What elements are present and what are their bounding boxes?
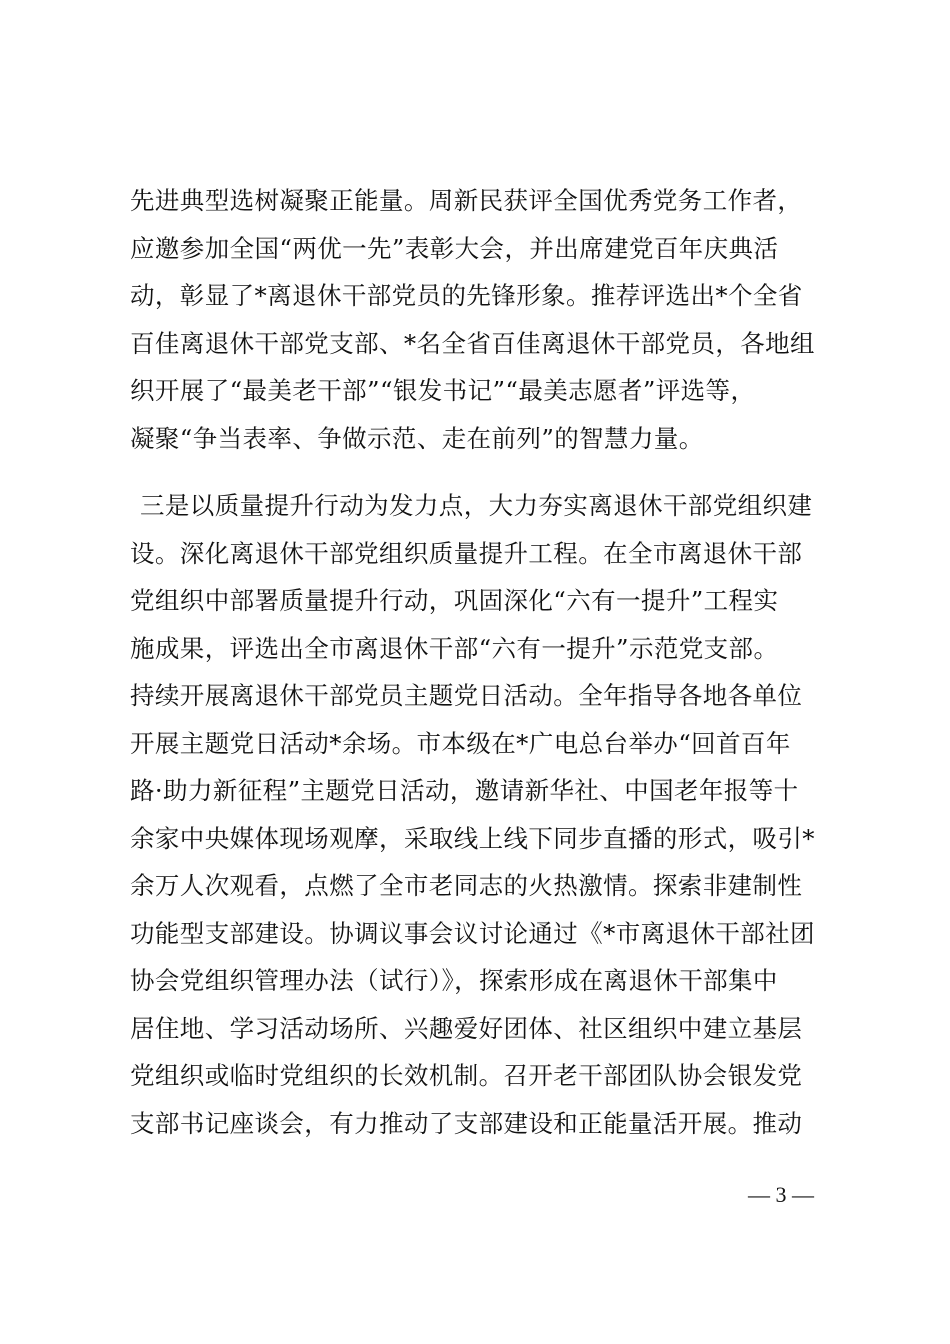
text-line: 设。深化离退休干部党组织质量提升工程。在全市离退休干部	[130, 538, 803, 568]
text-line: 三是以质量提升行动为发力点，大力夯实离退休干部党组织建	[140, 491, 813, 520]
text-line: 织开展了“最美老干部”“银发书记”“最美志愿者”评选等，	[130, 376, 756, 405]
text-line: 先进典型选树凝聚正能量。周新民获评全国优秀党务工作者，	[130, 186, 803, 215]
text-line: 党组织或临时党组织的长效机制。召开老干部团队协会银发党	[130, 1061, 803, 1090]
text-line: 开展主题党日活动*余场。市本级在*广电总台举办“回首百年	[130, 728, 791, 758]
text-line: 余家中央媒体现场观摩，采取线上线下同步直播的形式，吸引*	[130, 823, 815, 853]
text-line: 百佳离退休干部党支部、*名全省百佳离退休干部党员，各地组	[130, 328, 815, 358]
text-line: 凝聚“争当表率、争做示范、走在前列”的智慧力量。	[130, 423, 704, 453]
text-line: 余万人次观看，点燃了全市老同志的火热激情。探索非建制性	[130, 871, 803, 900]
text-line: 路·助力新征程”主题党日活动，邀请新华社、中国老年报等十	[130, 776, 799, 805]
text-line: 动，彰显了*离退休干部党员的先锋形象。推荐评选出*个全省	[130, 281, 803, 310]
text-line: 功能型支部建设。协调议事会议讨论通过《*市离退休干部社团	[130, 918, 815, 948]
text-line: 应邀参加全国“两优一先”表彰大会，并出席建党百年庆典活	[130, 233, 779, 263]
paragraph-advanced-models	[130, 183, 830, 468]
paragraph-quality-improvement	[130, 488, 830, 1153]
text-line: 居住地、学习活动场所、兴趣爱好团体、社区组织中建立基层	[130, 1013, 803, 1043]
text-line: 协会党组织管理办法（试行）》，探索形成在离退休干部集中	[130, 966, 778, 995]
text-line: 持续开展离退休干部党员主题党日活动。全年指导各地各单位	[130, 681, 803, 710]
page-number: — 3 —	[748, 1182, 814, 1207]
text-line: 党组织中部署质量提升行动，巩固深化“六有一提升”工程实	[130, 586, 779, 615]
text-line: 施成果，评选出全市离退休干部“六有一提升”示范党支部。	[130, 633, 779, 663]
text-line: 支部书记座谈会，有力推动了支部建设和正能量活开展。推动	[130, 1108, 803, 1138]
